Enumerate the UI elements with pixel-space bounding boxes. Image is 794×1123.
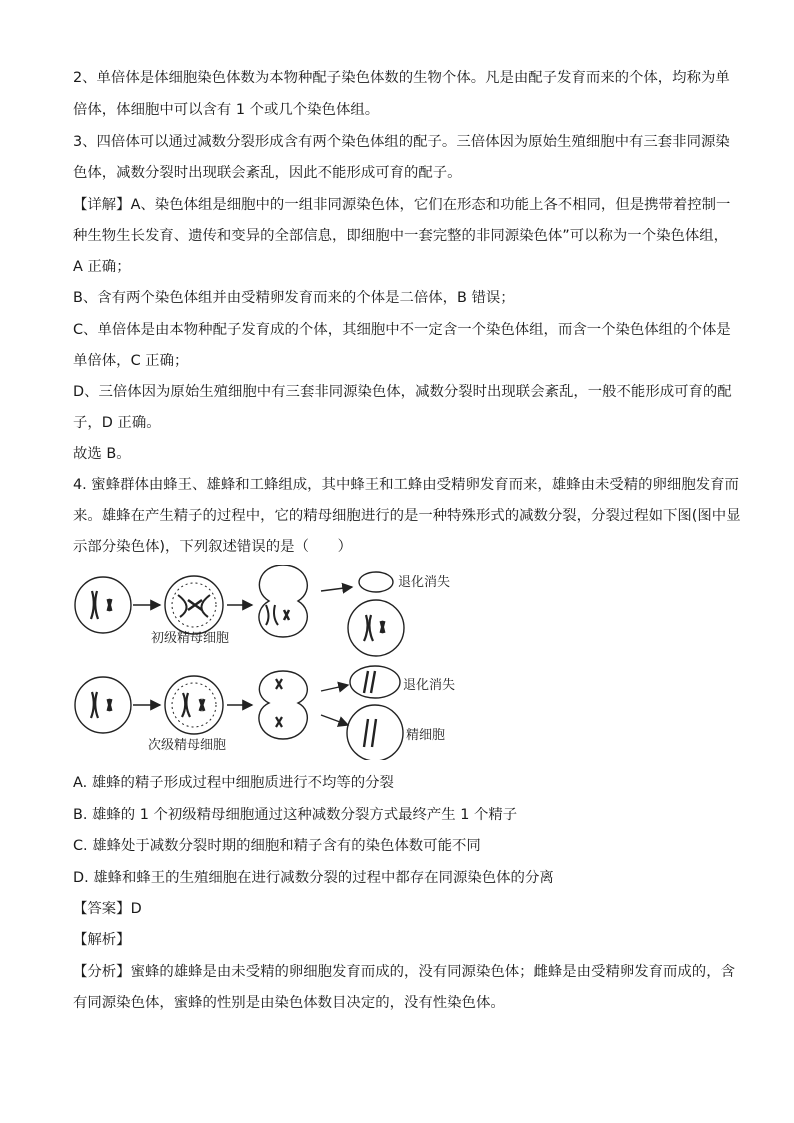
answer: 【答案】D	[73, 901, 142, 917]
cell-interphase	[75, 577, 131, 633]
text-line: 【详解】A、染色体组是细胞中的一组非同源染色体，它们在形态和功能上各不相同，但是携带着控制一	[73, 197, 731, 213]
degenerating-cell-1	[359, 572, 393, 592]
label-secondary-spermatocyte: 次级精母细胞	[148, 738, 227, 753]
cell-row-2	[75, 666, 403, 760]
option-a: A. 雄蜂的精子形成过程中细胞质进行不均等的分裂	[73, 775, 394, 791]
text-line: 子，D 正确。	[73, 415, 161, 431]
text-line: D、三倍体因为原始生殖细胞中有三套非同源染色体，减数分裂时出现联会紊乱，一般不能形成可育的配	[73, 384, 732, 400]
text-line: 色体，减数分裂时出现联会紊乱，因此不能形成可育的配子。	[73, 165, 462, 181]
label-degenerate-2: 退化消失	[403, 678, 456, 693]
meiosis-diagram	[70, 565, 490, 760]
cell-after-division-1	[348, 600, 404, 656]
analysis-heading: 【解析】	[73, 932, 131, 948]
option-b: B. 雄蜂的 1 个初级精母细胞通过这种减数分裂方式最终产生 1 个精子	[73, 807, 518, 823]
cell-dividing-1	[259, 565, 307, 637]
cell-secondary-start	[75, 677, 131, 733]
label-primary-spermatocyte: 初级精母细胞	[151, 631, 230, 646]
cell-row-1	[75, 565, 404, 656]
degenerating-cell-2	[350, 666, 400, 698]
text-line: A 正确；	[73, 259, 131, 275]
cell-secondary-spermatocyte	[165, 676, 223, 734]
label-sperm-cell: 精细胞	[406, 728, 446, 743]
question-4-stem: 来。雄蜂在产生精子的过程中，它的精母细胞进行的是一种特殊形式的减数分裂，分裂过程如下图(图中显	[73, 508, 741, 524]
text-line: B、含有两个染色体组并由受精卵发育而来的个体是二倍体，B 错误；	[73, 290, 515, 306]
analysis-text: 【分析】蜜蜂的雄蜂是由未受精的卵细胞发育而成的，没有同源染色体；雌蜂是由受精卵发育而成的，含	[73, 964, 735, 980]
text-line: 2、单倍体是体细胞染色体数为本物种配子染色体数的生物个体。凡是由配子发育而来的个体，均称为单	[73, 70, 730, 86]
text-line: C、单倍体是由本物种配子发育成的个体，其细胞中不一定含一个染色体组，而含一个染色体组的个体是	[73, 322, 731, 338]
option-c: C. 雄蜂处于减数分裂时期的细胞和精子含有的染色体数可能不同	[73, 838, 481, 854]
text-line: 单倍体，C 正确；	[73, 353, 189, 369]
analysis-text: 有同源染色体，蜜蜂的性别是由染色体数目决定的，没有性染色体。	[73, 995, 505, 1011]
text-line: 3、四倍体可以通过减数分裂形成含有两个染色体组的配子。三倍体因为原始生殖细胞中有三套非同源染	[73, 134, 730, 150]
question-4-stem: 示部分染色体)，下列叙述错误的是（ ）	[73, 539, 353, 555]
question-4-stem: 4. 蜜蜂群体由蜂王、雄蜂和工蜂组成，其中蜂王和工蜂由受精卵发育而来，雄蜂由未受精的卵细胞发育而	[73, 477, 739, 493]
text-line: 故选 B。	[73, 446, 131, 462]
option-d: D. 雄蜂和蜂王的生殖细胞在进行减数分裂的过程中都存在同源染色体的分离	[73, 870, 554, 886]
cell-dividing-2	[259, 671, 307, 739]
text-line: 种生物生长发育、遗传和变异的全部信息，即细胞中一套完整的非同源染色体”可以称为一个染色体组，	[73, 228, 729, 244]
label-degenerate-1: 退化消失	[398, 575, 451, 590]
text-line: 倍体，体细胞中可以含有 1 个或几个染色体组。	[73, 102, 380, 118]
